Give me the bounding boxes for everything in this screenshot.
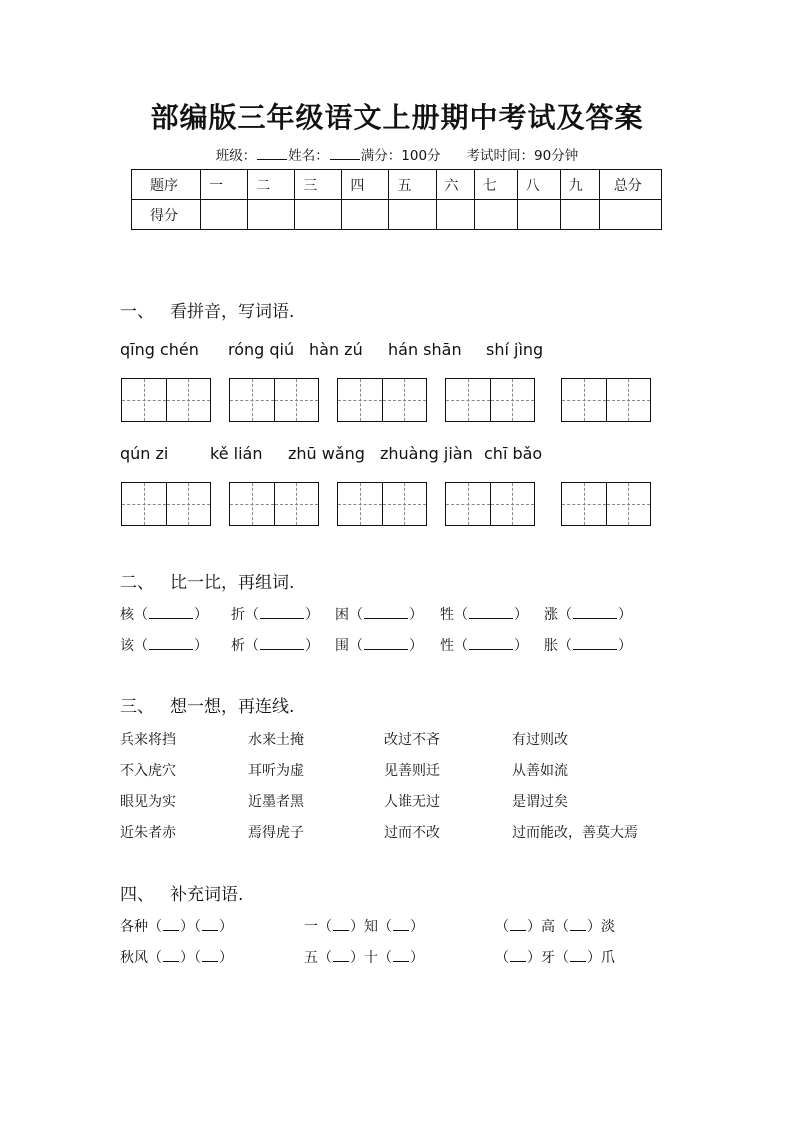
idiom-part[interactable]: 从善如流: [512, 763, 568, 779]
writing-grid[interactable]: [337, 378, 427, 422]
section-4-title: 四、 补充词语.: [120, 885, 244, 905]
fill-word: 秋风（ ）（ ）: [120, 950, 233, 966]
score-cell[interactable]: [436, 200, 474, 230]
score-cell[interactable]: [295, 200, 342, 230]
idiom-part[interactable]: 近朱者赤: [120, 825, 176, 841]
idiom-part[interactable]: 过而能改，善莫大焉: [512, 825, 638, 841]
answer-blank[interactable]: [393, 950, 409, 962]
section-2-title: 二、 比一比，再组词.: [120, 573, 295, 593]
full-score: 满分：100分: [360, 148, 441, 164]
answer-blank[interactable]: [570, 950, 586, 962]
answer-blank[interactable]: [393, 919, 409, 931]
answer-blank[interactable]: [469, 607, 513, 619]
score-table: [131, 169, 662, 230]
score-cell[interactable]: [599, 200, 661, 230]
idiom-part[interactable]: 有过则改: [512, 732, 568, 748]
compare-item: 牲（ ）: [440, 607, 528, 623]
header-cell: 六: [436, 170, 474, 200]
header-cell: 题序: [132, 170, 201, 200]
idiom-part[interactable]: 耳听为虚: [248, 763, 304, 779]
page-title: 部编版三年级语文上册期中考试及答案: [150, 101, 644, 134]
idiom-part[interactable]: 眼见为实: [120, 794, 176, 810]
score-cell[interactable]: [560, 200, 599, 230]
writing-grid[interactable]: [561, 482, 651, 526]
compare-item: 该（ ）: [120, 638, 208, 654]
score-cell[interactable]: [389, 200, 436, 230]
score-header-row: [132, 170, 662, 200]
idiom-part[interactable]: 不入虎穴: [120, 763, 176, 779]
name-label: 姓名：: [288, 148, 329, 164]
fill-word: 各种（ ）（ ）: [120, 919, 233, 935]
idiom-part[interactable]: 是谓过矣: [512, 794, 568, 810]
idiom-part[interactable]: 焉得虎子: [248, 825, 304, 841]
fill-word: 一（ ）知（ ）: [304, 919, 424, 935]
writing-grid[interactable]: [229, 378, 319, 422]
pinyin: chī bǎo: [484, 444, 543, 463]
writing-grid[interactable]: [121, 482, 211, 526]
writing-grid[interactable]: [445, 378, 535, 422]
answer-blank[interactable]: [333, 919, 349, 931]
writing-grid[interactable]: [561, 378, 651, 422]
compare-item: 性（ ）: [440, 638, 528, 654]
answer-blank[interactable]: [163, 919, 179, 931]
pinyin: qún zi: [120, 444, 169, 463]
score-cell[interactable]: [517, 200, 560, 230]
fill-word: 五（ ）十（ ）: [304, 950, 424, 966]
idiom-part[interactable]: 见善则迁: [384, 763, 440, 779]
section-1-title: 一、 看拼音，写词语.: [120, 302, 295, 322]
score-cell[interactable]: [474, 200, 517, 230]
fill-word: （ ）牙（ ）爪: [495, 950, 615, 966]
class-label: 班级：: [215, 148, 257, 164]
idiom-part[interactable]: 过而不改: [384, 825, 440, 841]
compare-item: 涨（ ）: [544, 607, 632, 623]
answer-blank[interactable]: [202, 919, 218, 931]
score-row: [132, 200, 662, 230]
idiom-part[interactable]: 人谁无过: [384, 794, 440, 810]
score-cell[interactable]: [342, 200, 389, 230]
section-3-title: 三、 想一想，再连线.: [120, 697, 295, 717]
score-cell[interactable]: [201, 200, 248, 230]
header-cell: 八: [517, 170, 560, 200]
answer-blank[interactable]: [260, 607, 304, 619]
pinyin: qīng chén: [120, 340, 199, 359]
answer-blank[interactable]: [333, 950, 349, 962]
answer-blank[interactable]: [364, 638, 408, 650]
header-cell: 五: [389, 170, 436, 200]
compare-item: 折（ ）: [231, 607, 319, 623]
answer-blank[interactable]: [260, 638, 304, 650]
answer-blank[interactable]: [364, 607, 408, 619]
compare-item: 胀（ ）: [544, 638, 632, 654]
answer-blank[interactable]: [573, 638, 617, 650]
header-cell: 九: [560, 170, 599, 200]
answer-blank[interactable]: [570, 919, 586, 931]
pinyin: kě lián: [210, 444, 263, 463]
pinyin: róng qiú: [228, 340, 295, 359]
answer-blank[interactable]: [510, 950, 526, 962]
answer-blank[interactable]: [149, 638, 193, 650]
compare-item: 困（ ）: [335, 607, 423, 623]
compare-item: 析（ ）: [231, 638, 319, 654]
compare-item: 围（ ）: [335, 638, 423, 654]
header-cell: 三: [295, 170, 342, 200]
writing-grid[interactable]: [337, 482, 427, 526]
class-blank[interactable]: [257, 147, 287, 160]
pinyin: hán shān: [388, 340, 462, 359]
exam-info: [0, 144, 794, 164]
answer-blank[interactable]: [149, 607, 193, 619]
compare-item: 核（ ）: [120, 607, 208, 623]
header-cell: 总分: [599, 170, 661, 200]
pinyin: zhū wǎng: [288, 444, 365, 463]
writing-grid[interactable]: [445, 482, 535, 526]
exam-time: 考试时间：90分钟: [466, 148, 579, 164]
answer-blank[interactable]: [573, 607, 617, 619]
idiom-part[interactable]: 水来土掩: [248, 732, 304, 748]
header-cell: 二: [248, 170, 295, 200]
answer-blank[interactable]: [163, 950, 179, 962]
answer-blank[interactable]: [202, 950, 218, 962]
pinyin: zhuàng jiàn: [380, 444, 473, 463]
writing-grid[interactable]: [121, 378, 211, 422]
fill-word: （ ）高（ ）淡: [495, 919, 615, 935]
answer-blank[interactable]: [469, 638, 513, 650]
header-cell: 七: [474, 170, 517, 200]
name-blank[interactable]: [330, 147, 360, 160]
pinyin: hàn zú: [309, 340, 363, 359]
header-cell: 一: [201, 170, 248, 200]
idiom-part[interactable]: 改过不吝: [384, 732, 440, 748]
idiom-part[interactable]: 兵来将挡: [120, 732, 176, 748]
score-row-label: 得分: [132, 200, 201, 230]
header-cell: 四: [342, 170, 389, 200]
writing-grid[interactable]: [229, 482, 319, 526]
pinyin: shí jìng: [486, 340, 544, 359]
idiom-part[interactable]: 近墨者黑: [248, 794, 304, 810]
answer-blank[interactable]: [510, 919, 526, 931]
score-cell[interactable]: [248, 200, 295, 230]
